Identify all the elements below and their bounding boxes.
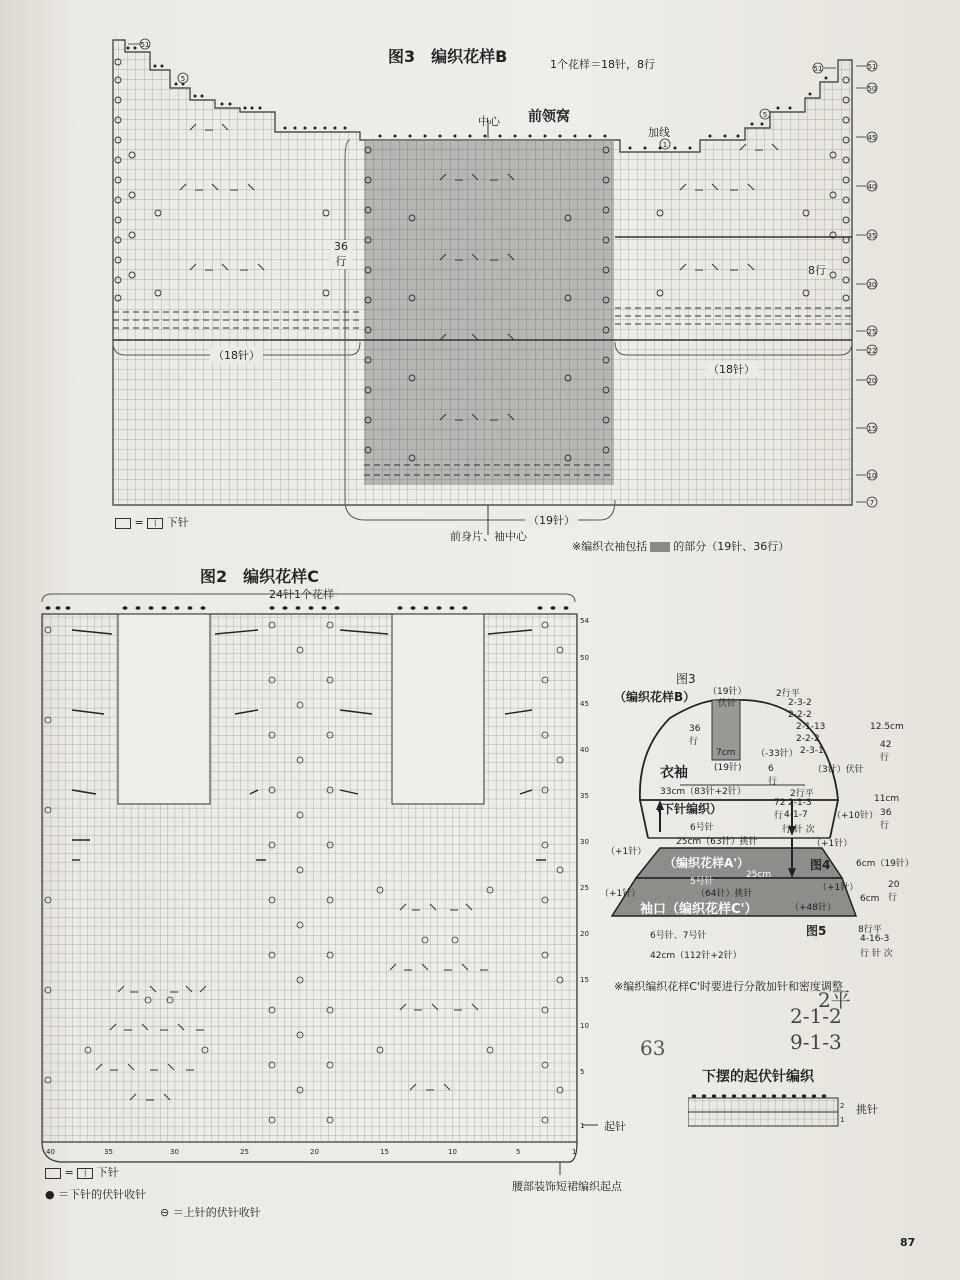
right-4-16-3: 4-16-3 [860,934,890,944]
fig2-col-number: 1 [572,1148,577,1156]
fig3-row-marker: 7 [869,499,875,507]
sleeve-box-stitches: (19针) [714,763,742,773]
sleeve-6-rows: 6行 [768,764,778,787]
fig2-repeat-note: 24针1个花样 [265,586,338,602]
rows-36-label: 36行 [330,240,352,269]
right-legend-hint: 行 针 次 [860,949,893,959]
plus-1-a: （+1针） [606,847,647,857]
width-42: 42cm（112针+2针） [650,951,742,961]
fig2-row-number: 40 [580,746,589,754]
fig3-row-marker: 30 [867,281,877,289]
fig2-title: 图2 编织花样C [200,567,319,586]
fig2-row-number: 1 [580,1122,585,1130]
handwritten-3: 9-1-3 [790,1030,842,1054]
fig2-col-number: 30 [170,1148,179,1156]
width-25b: 25cm [746,870,772,880]
fig3-row-marker: 51 [867,63,877,71]
plus-10: （+10针） [832,811,878,821]
fig3-row-marker: 45 [867,134,877,142]
right-6cm: 6cm [860,894,880,904]
fig3-row-marker: 20 [867,377,877,385]
fig2-row-number: 54 [580,617,589,625]
skirt-start-note: 腰部装饰短裙编织起点 [512,1180,622,1193]
needle-6-label: 6号针 [690,823,714,833]
fig3-row-marker: 35 [867,232,877,240]
purl-bind-off-icon: ⊖ [160,1206,170,1219]
fig2-legend-bo-purl: ⊖ ＝上针的伏针收针 [160,1206,261,1219]
fig2-col-number: 5 [516,1148,521,1156]
inc-seq-2: 4-1-7 [784,810,808,820]
handwritten-1: 2平 [818,988,851,1012]
sleeve-top-bind-off: 伏针 [718,699,737,709]
fig2-col-number: 40 [46,1148,55,1156]
fig3-row-marker: 10 [867,472,877,480]
sleeve-subtitle: （编织花样B） [614,690,696,704]
handwritten-left: 63 [640,1036,666,1060]
plus-48: （+48针） [790,903,836,913]
sleeve-fig-title: 图3 [676,672,696,686]
needle-5-label: 5号针 [690,877,714,887]
fig2-row-number: 50 [580,654,589,662]
knit-cell-icon: | [77,1168,93,1179]
dec-seq-0: 2行平 [776,689,800,699]
fig2-legend-knit: = | 下针 [45,1164,119,1180]
page-number: 87 [900,1236,916,1249]
fig2-legend-bo-knit: ● ＝下针的伏针收针 [45,1188,147,1201]
sleeve-label: 衣袖 [660,765,688,781]
sleeve-72-rows: 72行 [774,798,786,821]
fig3-row-marker: 25 [867,328,877,336]
dec-seq-3: 2-1-13 [796,722,826,732]
empty-cell-icon [115,518,131,529]
center-label: 中心 [478,115,500,128]
right-6cm-19: 6cm（19针） [856,859,914,869]
right-36-rows: 36行 [880,808,892,831]
right-12-5cm: 12.5cm [870,722,904,732]
fig2-row-number: 10 [580,1022,589,1030]
plus-1-b: （+1针） [812,839,853,849]
fig3-chart [0,0,960,560]
cuff-label: 袖口（编织花样C'） [640,902,758,917]
fig3-row-marker: 40 [867,183,877,191]
add-yarn-label: 加线 [648,126,670,139]
dec-seq-5: 2-3-1 [800,746,824,756]
fig2-row-number: 20 [580,930,589,938]
knit-cell-icon: | [147,518,163,529]
fig5-label: 图5 [806,924,827,938]
fig4-label: 图4 [810,858,831,872]
sleeve-width-33: 33cm（83针+2针） [660,787,746,797]
plus-1-d: （+1针） [818,883,859,893]
fig3-row-marker: 22 [867,347,877,355]
front-center-label: 前身片、袖中心 [450,530,527,543]
hem-chart [688,1092,848,1132]
plus-1-c: （+1针） [600,889,641,899]
inc-seq-1: 2-1-3 [788,798,812,808]
right-neck-marker: 5 [762,111,768,119]
left-neck-marker: 51 [140,41,150,49]
shade-swatch [650,542,670,552]
pattern-a-label: （编织花样A'） [664,856,749,870]
hem-row: 2 [840,1102,845,1110]
hem-title: 下摆的起伏针编织 [702,1069,814,1085]
cast-on-label: 起针 [604,1120,626,1133]
fig2-row-number: 45 [580,700,589,708]
dec-seq-1: 2-3-2 [788,698,812,708]
sleeve-36-rows: 36行 [689,724,701,747]
fig3-repeat-note: 1个花样＝18针，8行 [550,58,655,71]
sleeve-box-cm: 7cm [716,748,736,758]
shade-note: ※编织衣袖包括 的部分（19针、36行） [572,540,790,553]
right-neck-marker: 1 [662,141,668,149]
fig2-col-number: 20 [310,1148,319,1156]
knit-bind-off-icon: ● [45,1188,55,1201]
fig2-row-number: 15 [580,976,589,984]
fig2-col-number: 35 [104,1148,113,1156]
left-neck-marker: 5 [180,75,186,83]
fig2-row-number: 30 [580,838,589,846]
fig2-row-number: 5 [580,1068,585,1076]
stockinette-label: （下针编织） [650,802,723,816]
fig3-row-marker: 15 [867,425,877,433]
dec-seq-4: 2-2-2 [796,734,820,744]
fig3-row-marker: 50 [867,85,877,93]
bottom-stitch-count: （19针） [525,512,578,528]
sleeve-minus-33: （-33针） [756,749,798,759]
fig2-col-number: 10 [448,1148,457,1156]
empty-cell-icon [45,1168,61,1179]
fig2-col-number: 15 [380,1148,389,1156]
left-stitch-count: （18针） [210,347,263,363]
width-25-pick: 25cm（63针）挑针 [676,837,758,847]
right-11cm: 11cm [874,794,900,804]
needle-67-label: 6号针、7号针 [650,931,707,941]
right-neck-marker: 51 [813,65,823,73]
fig3-legend: = | 下针 [115,514,189,530]
fig2-col-number: 25 [240,1148,249,1156]
right-20-rows: 20行 [888,880,900,903]
handwritten-2: 2-1-2 [790,1004,842,1028]
fig2-row-number: 25 [580,884,589,892]
dec-seq-2: 2-2-2 [788,710,812,720]
sleeve-top-stitches: （19针） [708,687,747,697]
neck-label: 前领窝 [528,109,570,125]
hem-row: 1 [840,1116,845,1124]
fig2-row-number: 35 [580,792,589,800]
fig3-title: 图3 编织花样B [388,47,508,66]
fig2-chart [0,590,620,1190]
right-8-rows: 8行平 [858,925,882,935]
inc-seq-3: 行 针 次 [782,825,815,835]
sleeve-3-bind-off: （3针）伏针 [813,765,864,775]
sleeve-note: ※编织编织花样C'时要进行分散加针和密度调整 [614,980,843,993]
right-42-rows: 42行 [880,740,892,763]
inc-seq-0: 2行平 [790,789,814,799]
st-64-pick: （64针）挑针 [696,889,753,899]
rows-8-label: 8行 [808,264,826,277]
hem-pick-label: 挑针 [856,1103,878,1116]
right-stitch-count: （18针） [705,361,758,377]
